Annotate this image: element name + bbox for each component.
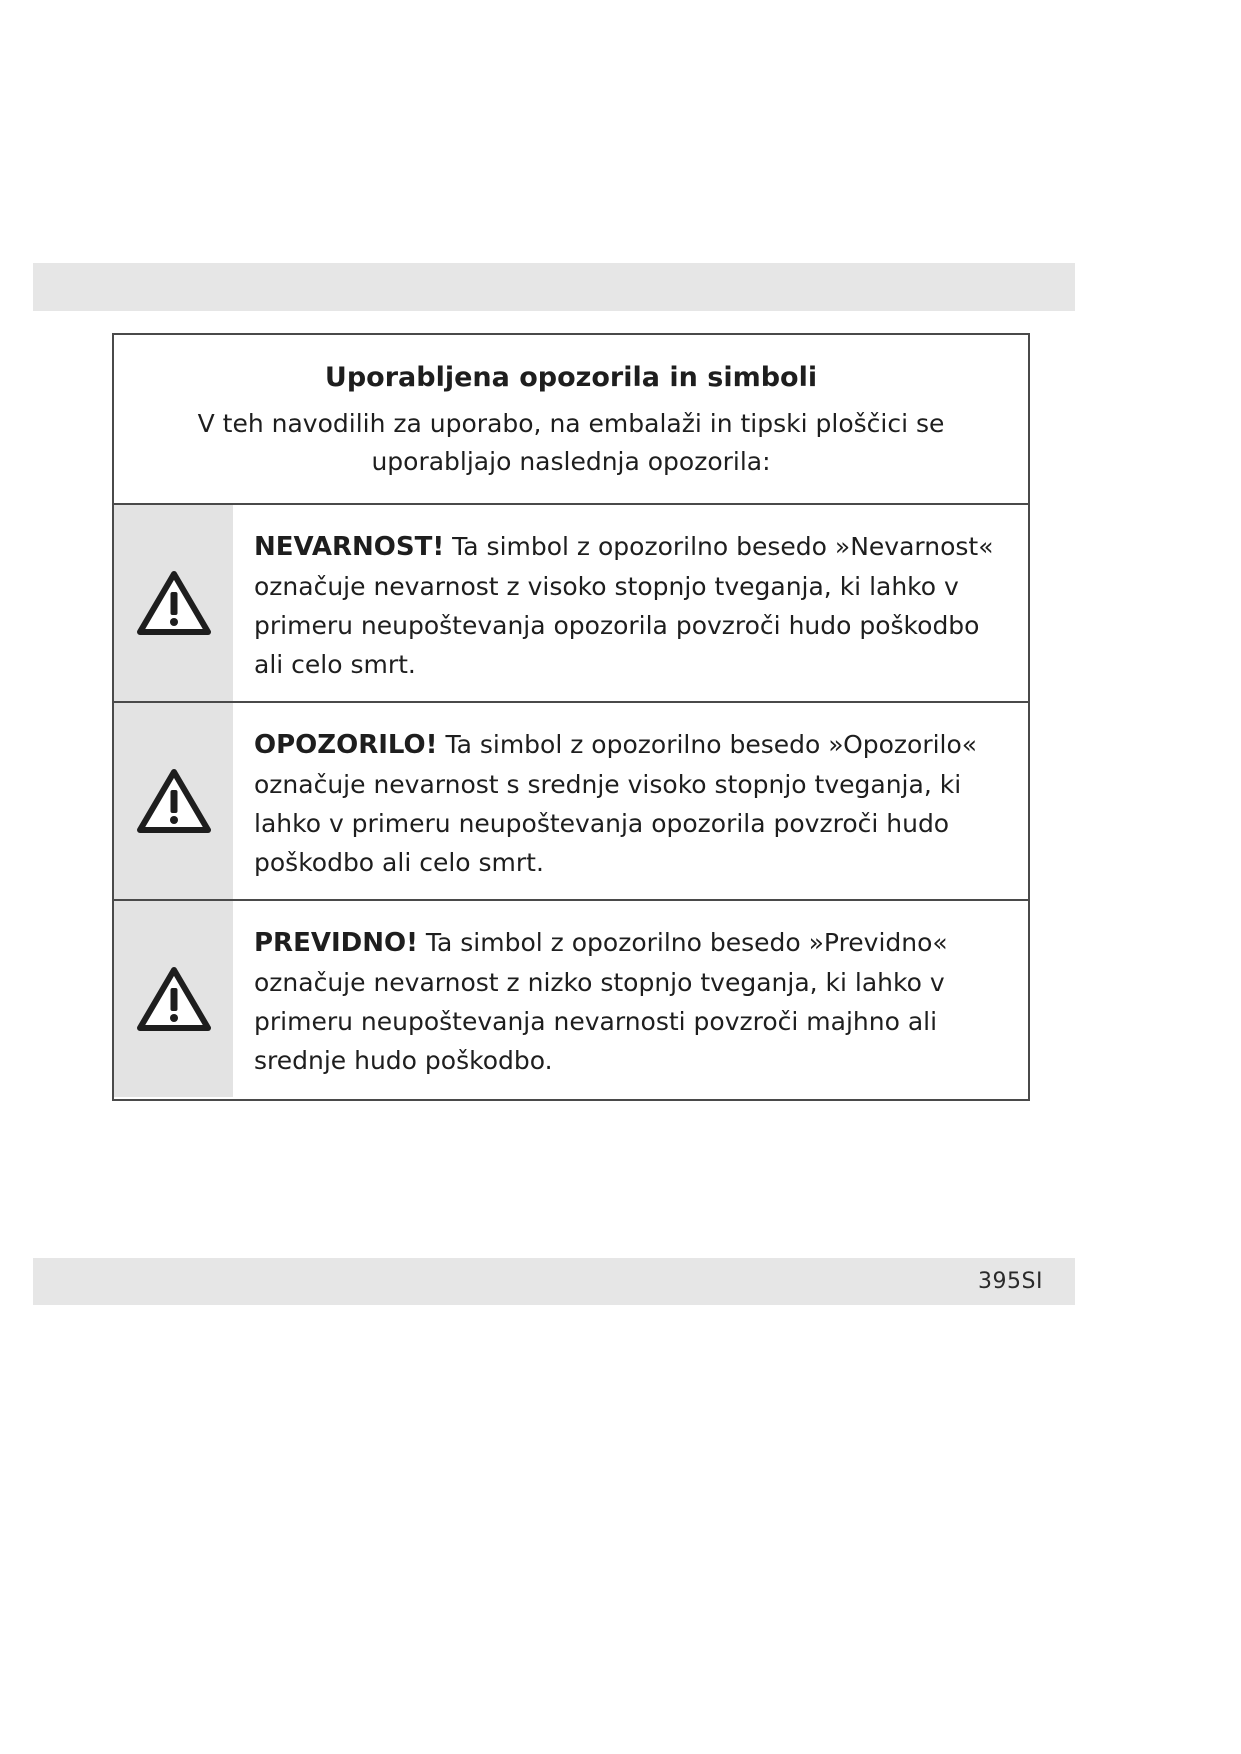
- warning-row-caution: [114, 901, 1028, 1097]
- warning-triangle-icon: [137, 966, 211, 1032]
- warning-text: [233, 505, 1028, 701]
- warning-text: [233, 901, 1028, 1097]
- warning-row-danger: [114, 505, 1028, 703]
- warnings-table: [112, 333, 1030, 1101]
- page-number: 395SI: [978, 1269, 1043, 1294]
- section-title: Uporabljena opozorila in simboli: [324, 362, 818, 393]
- warning-icon-cell: [114, 901, 233, 1097]
- warnings-table-header: [114, 335, 1028, 505]
- signal-word: NEVARNOST!: [254, 532, 445, 562]
- signal-word: PREVIDNO!: [254, 928, 418, 958]
- warning-triangle-icon: [137, 768, 211, 834]
- warning-triangle-icon: [137, 570, 211, 636]
- section-intro: V teh navodilih za uporabo, na embalaži in tipski ploščici se uporabljajo naslednja opozorila:: [197, 409, 945, 476]
- warning-description: Ta simbol z opozorilno besedo »Opozorilo« označuje nevarnost s srednje visoko stopnjo tveganja, ki lahko v primeru neupoštevanja opozorila povzroči hudo poškodbo ali celo smrt.: [254, 730, 978, 877]
- header-band: [33, 263, 1075, 311]
- warning-description: Ta simbol z opozorilno besedo »Previdno« označuje nevarnost z nizko stopnjo tveganja, ki lahko v primeru neupoštevanja nevarnosti povzroči majhno ali srednje hudo poškodbo.: [254, 928, 948, 1075]
- warning-row-warning: [114, 703, 1028, 901]
- warning-icon-cell: [114, 505, 233, 701]
- signal-word: OPOZORILO!: [254, 730, 438, 760]
- warning-description: Ta simbol z opozorilno besedo »Nevarnost« označuje nevarnost z visoko stopnjo tveganja, ki lahko v primeru neupoštevanja opozorila povzroči hudo poškodbo ali celo smrt.: [254, 532, 994, 679]
- footer-band: [33, 1258, 1075, 1305]
- warning-text: [233, 703, 1028, 899]
- warning-icon-cell: [114, 703, 233, 899]
